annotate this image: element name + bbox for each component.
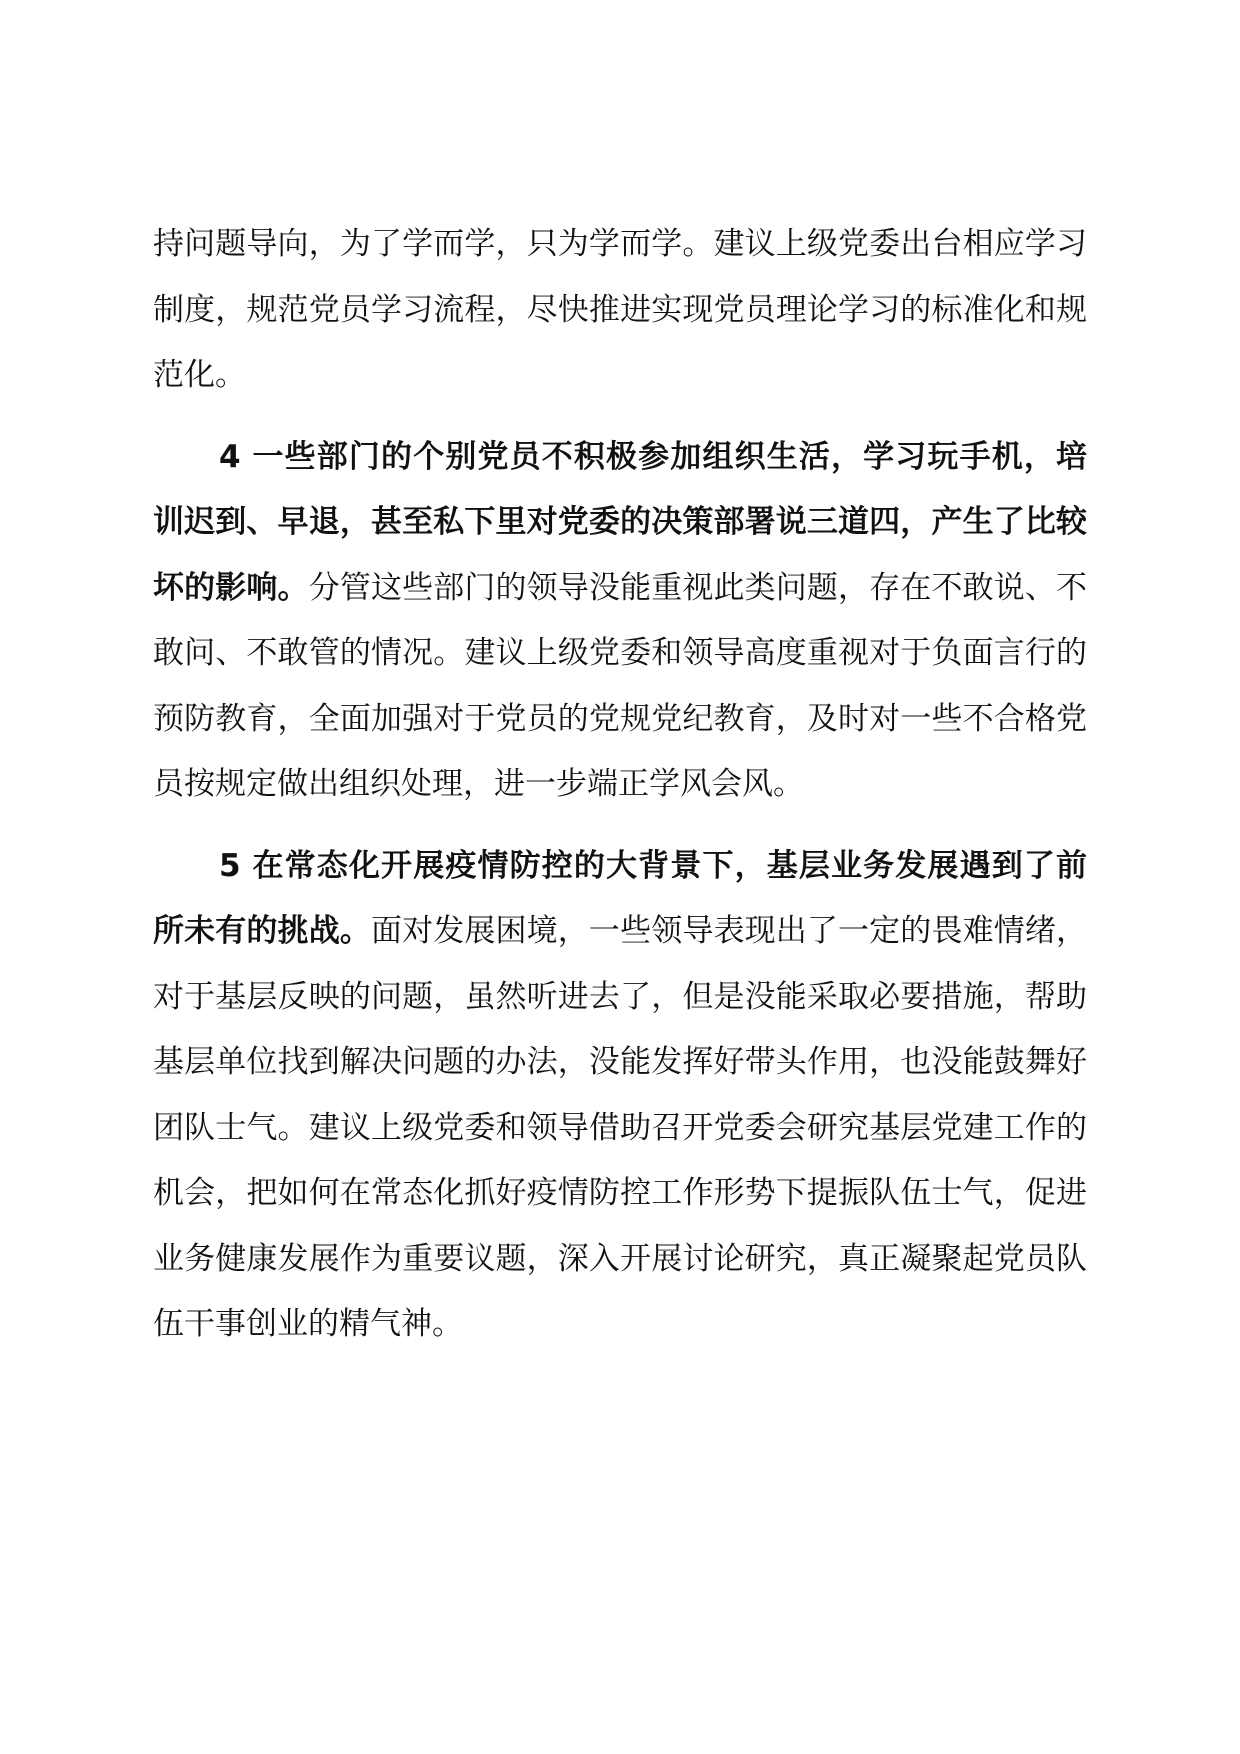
paragraph-item-4	[153, 425, 1087, 818]
document-body	[153, 212, 1087, 1358]
paragraph-lead: 4 一些部门的个别党员不积极参加组织生活，学习玩手机，培训迟到、早退，甚至私下里对党委的决策部署说三道四，产生了比较坏的影响。	[153, 438, 1087, 606]
paragraph-lead: 5 在常态化开展疫情防控的大背景下，基层业务发展遇到了前所未有的挑战。	[153, 847, 1087, 949]
paragraph-text: 持问题导向，为了学而学，只为学而学。建议上级党委出台相应学习制度，规范党员学习流程，尽快推进实现党员理论学习的标准化和规范化。	[153, 226, 1087, 393]
paragraph-text: 面对发展困境，一些领导表现出了一定的畏难情绪，对于基层反映的问题，虽然听进去了，但是没能采取必要措施，帮助基层单位找到解决问题的办法，没能发挥好带头作用，也没能鼓舞好团队士气。建议上级党委和领导借助召开党委会研究基层党建工作的机会，把如何在常态化抓好疫情防控工作形势下提振队伍士气，促进业务健康发展作为重要议题，深入开展讨论研究，真正凝聚起党员队伍干事创业的精气神。	[153, 913, 1088, 1342]
paragraph-continuation	[153, 212, 1087, 409]
paragraph-text: 分管这些部门的领导没能重视此类问题，存在不敢说、不敢问、不敢管的情况。建议上级党委和领导高度重视对于负面言行的预防教育，全面加强对于党员的党规党纪教育，及时对一些不合格党员按规定做出组织处理，进一步端正学风会风。	[153, 569, 1088, 802]
paragraph-item-5	[153, 834, 1087, 1358]
